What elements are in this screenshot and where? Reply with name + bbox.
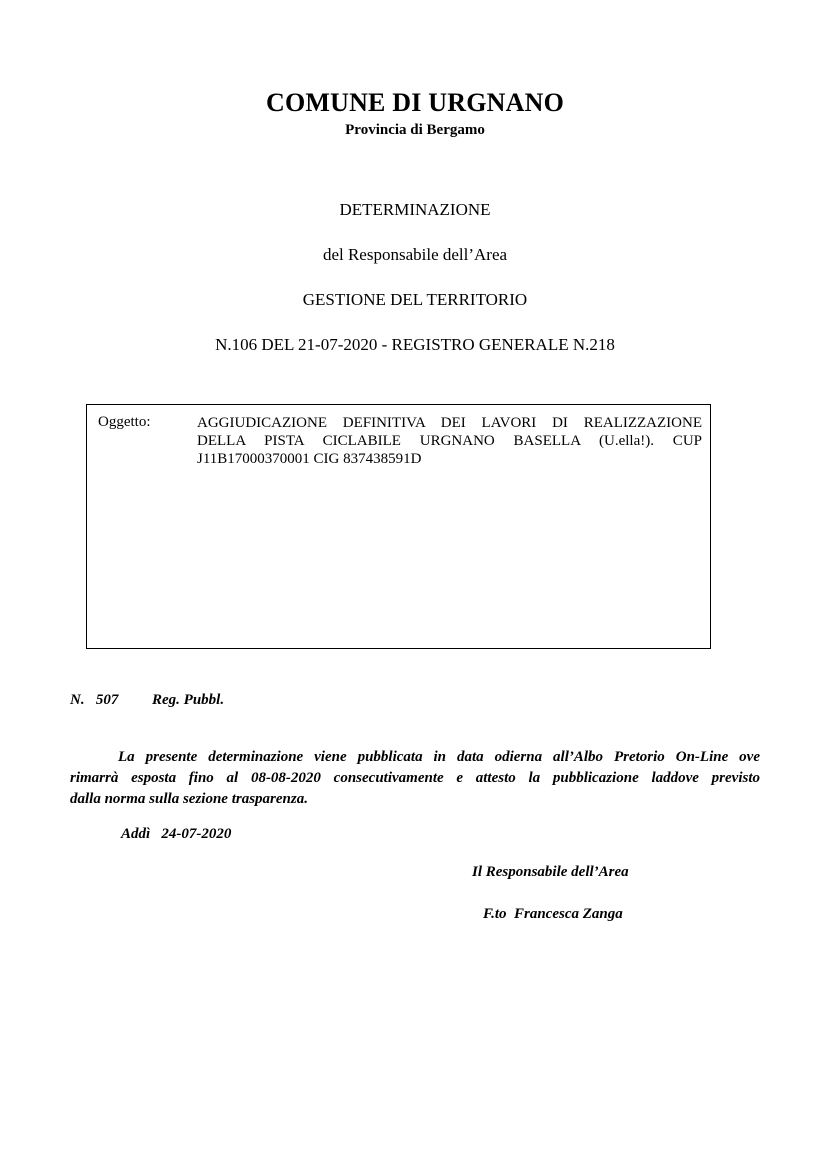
determination-issuer: del Responsabile dell’Area: [322, 245, 508, 264]
publication-line: La presente determinazione viene pubblicata in data odierna all’Albo Pretorio On-Line ove: [118, 749, 760, 765]
subject-line: AGGIUDICAZIONE DEFINITIVA DEI LAVORI DI REALIZZAZIONE: [197, 415, 702, 431]
determination-number: N.106 DEL 21-07-2020 - REGISTRO GENERALE N.218: [215, 335, 615, 354]
determination-area: GESTIONE DEL TERRITORIO: [302, 290, 528, 309]
publication-date: Addì 24-07-2020: [121, 826, 232, 842]
publication-text: [70, 747, 760, 810]
subject-text: [197, 414, 702, 468]
province-subtitle: Provincia di Bergamo: [345, 122, 485, 138]
publication-line: rimarrà esposta fino al 08-08-2020 consecutivamente e attesto la pubblicazione laddove previsto: [70, 770, 760, 786]
subject-line: DELLA PISTA CICLABILE URGNANO BASELLA (U.ella!). CUP: [197, 433, 702, 449]
determination-type: DETERMINAZIONE: [339, 200, 491, 219]
publication-reg-label: Reg. Pubbl.: [152, 692, 225, 708]
subject-line: J11B17000370001 CIG 837438591D: [197, 451, 422, 467]
signature-name: F.to Francesca Zanga: [483, 906, 623, 922]
municipality-title: COMUNE DI URGNANO: [265, 88, 565, 117]
subject-label: Oggetto:: [98, 414, 151, 430]
subject-box: [86, 404, 711, 649]
publication-line: dalla norma sulla sezione trasparenza.: [70, 791, 308, 807]
publication-reg-number: N. 507: [70, 692, 119, 708]
signature-role: Il Responsabile dell’Area: [472, 864, 629, 880]
